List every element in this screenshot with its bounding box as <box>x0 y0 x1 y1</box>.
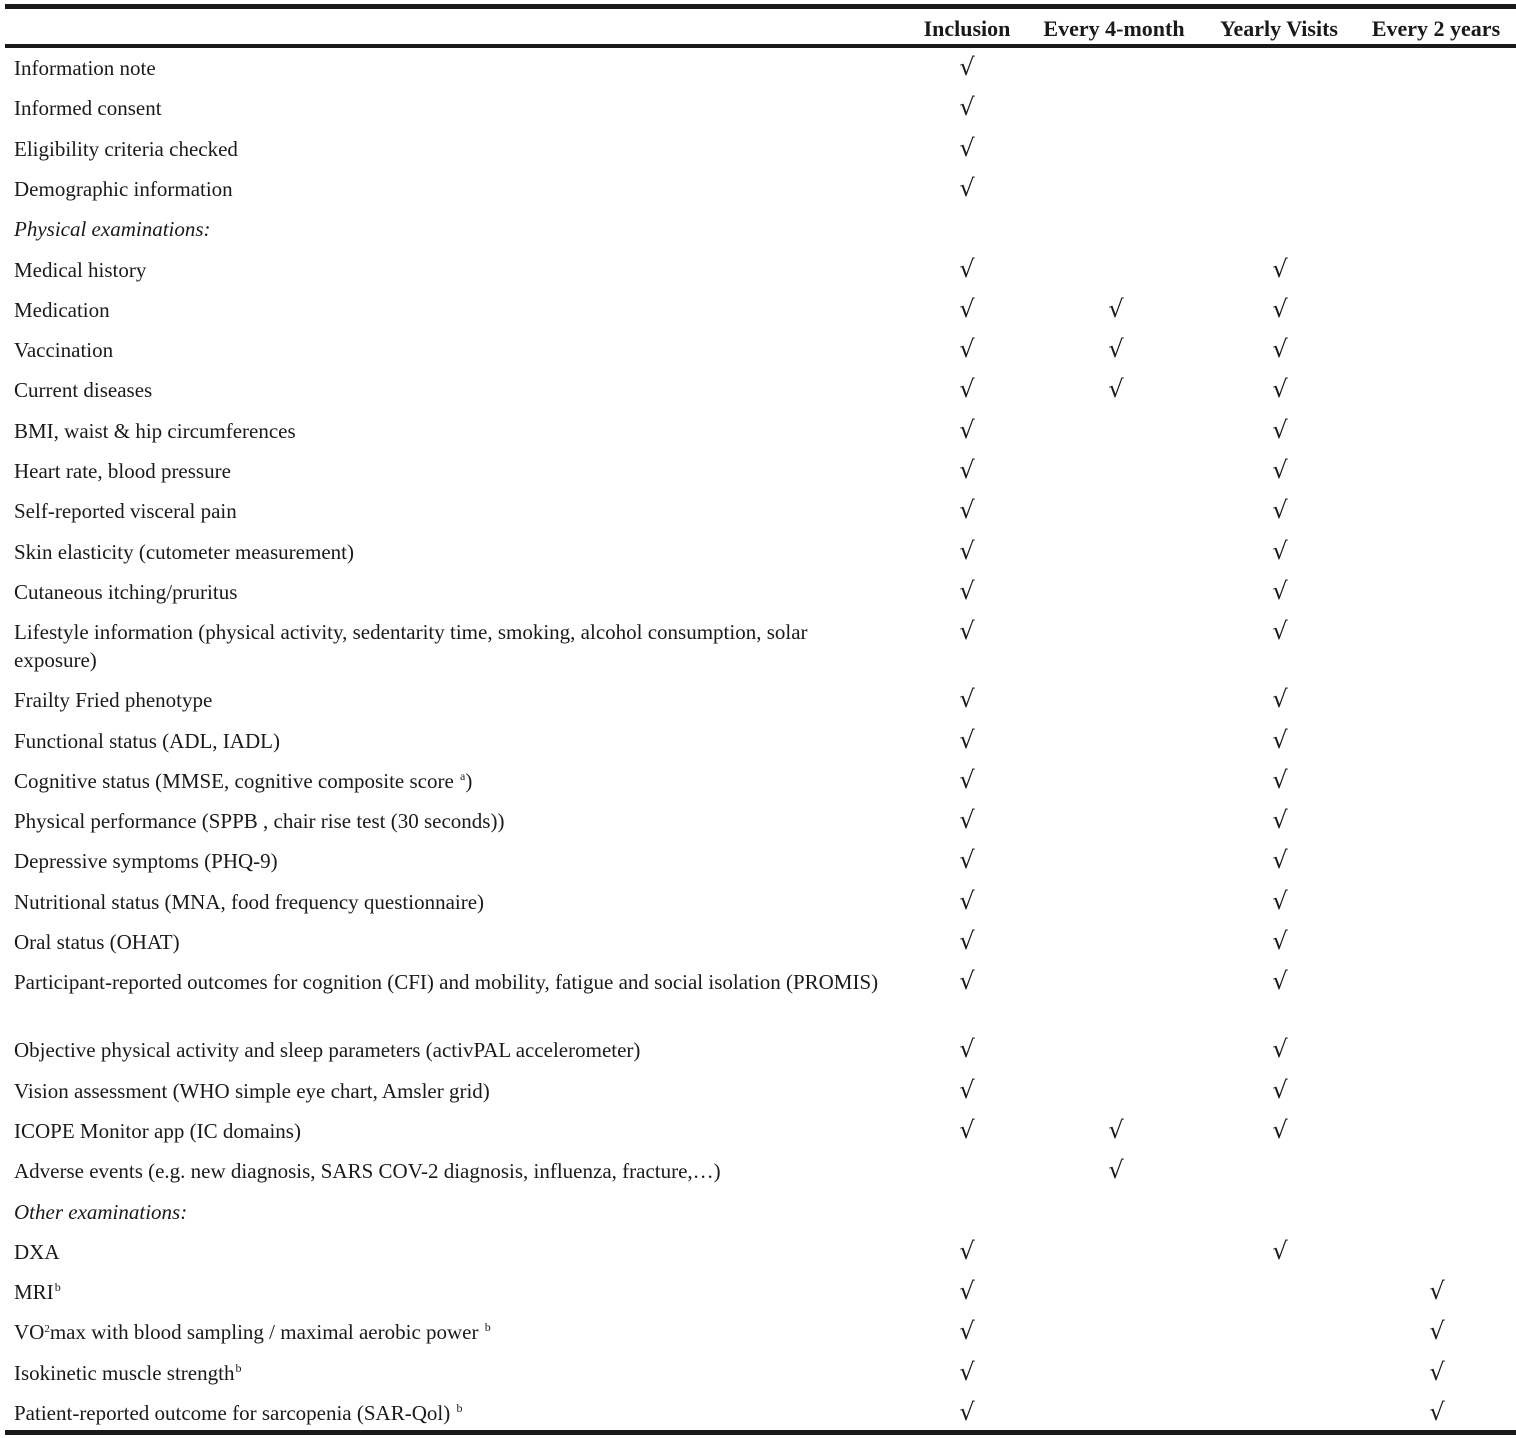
row-label <box>14 1036 894 1064</box>
row-label-text: Oral status (OHAT) <box>14 930 180 954</box>
footnote-marker: b <box>484 1320 491 1335</box>
row-label-text: Nutritional status (MNA, food frequency questionnaire) <box>14 889 485 914</box>
row-label <box>14 54 894 82</box>
check-mark: √ <box>1272 886 1288 915</box>
row-label-text: Lifestyle information (physical activity, sedentarity time, smoking, alcohol consumption, solar exposure) <box>14 620 808 673</box>
check-mark: √ <box>959 927 975 955</box>
check-mark: √ <box>959 967 975 996</box>
check-mark: √ <box>959 685 975 714</box>
check-mark: √ <box>1272 846 1288 875</box>
row-label <box>14 296 894 324</box>
check-mark: √ <box>1272 375 1288 404</box>
check-mark: √ <box>959 375 975 404</box>
check-mark: √ <box>959 133 975 162</box>
row-label-text: Physical examinations: <box>14 217 211 242</box>
check-mark: √ <box>1108 1115 1124 1144</box>
row-label-text: Participant-reported outcomes for cognition (CFI) and mobility, fatigue and social isolation (PROMIS) <box>14 970 879 995</box>
row-label-text: BMI, waist & hip circumferences <box>14 418 296 443</box>
check-mark: √ <box>1272 685 1288 714</box>
row-label-text: Cutaneous itching/pruritus <box>14 579 238 604</box>
row-label-text: Vision assessment (WHO simple eye chart, Amsler grid) <box>14 1078 490 1103</box>
check-mark: √ <box>959 617 975 646</box>
row-label <box>14 1077 894 1105</box>
row-label <box>14 457 894 485</box>
row-label-text: Self-reported visceral pain <box>14 499 237 524</box>
check-mark: √ <box>959 1075 975 1104</box>
check-mark: √ <box>1272 456 1288 484</box>
section-heading <box>14 215 894 243</box>
row-label <box>14 497 894 525</box>
check-mark: √ <box>1429 1277 1445 1306</box>
row-label <box>14 578 894 606</box>
row-label-text-cont: max with blood sampling / maximal aerobic power <box>49 1320 484 1345</box>
row-label-text: Frailty Fried phenotype <box>14 688 213 713</box>
footnote-marker: b <box>54 1280 61 1295</box>
check-mark: √ <box>1272 294 1288 323</box>
row-label-text: Objective physical activity and sleep parameters (activPAL accelerometer) <box>14 1038 641 1063</box>
check-mark: √ <box>1272 1075 1288 1104</box>
check-mark: √ <box>1108 335 1124 364</box>
row-label-text: VO <box>14 1320 45 1345</box>
row-label <box>14 767 894 798</box>
row-label-text: Other examinations: <box>14 1199 188 1224</box>
row-label-text: Informed consent <box>14 96 162 121</box>
row-label-text: MRI <box>14 1280 54 1305</box>
row-label-text: Medical history <box>14 257 147 282</box>
row-label <box>14 968 894 996</box>
col-header-every-2-years: Every 2 years <box>1371 16 1501 41</box>
row-label <box>14 727 894 755</box>
row-label-text: DXA <box>14 1239 60 1264</box>
check-mark: √ <box>959 294 975 323</box>
row-label-text: Physical performance (SPPB , chair rise test (30 seconds)) <box>14 809 505 834</box>
check-mark: √ <box>959 456 975 484</box>
row-label-text: Heart rate, blood pressure <box>14 459 231 483</box>
check-mark: √ <box>959 415 975 444</box>
check-mark: √ <box>1272 967 1288 996</box>
check-mark: √ <box>1108 1156 1124 1185</box>
row-label <box>14 686 894 714</box>
check-mark: √ <box>1272 1236 1288 1265</box>
check-mark: √ <box>1272 415 1288 444</box>
check-mark: √ <box>1272 496 1288 525</box>
check-mark: √ <box>959 93 975 122</box>
header-rule <box>5 44 1516 48</box>
check-mark: √ <box>959 536 975 565</box>
row-label-text: Cognitive status (MMSE, cognitive composite score <box>14 768 460 793</box>
col-header-every-4-month: Every 4-month <box>1043 16 1185 41</box>
section-heading <box>14 1198 894 1226</box>
check-mark: √ <box>959 1115 975 1144</box>
row-label <box>14 1278 894 1309</box>
check-mark: √ <box>1272 617 1288 646</box>
check-mark: √ <box>1272 254 1288 283</box>
row-label <box>14 538 894 566</box>
row-label <box>14 417 894 445</box>
row-label <box>14 1359 894 1390</box>
check-mark: √ <box>959 335 975 364</box>
check-mark: √ <box>959 1317 975 1346</box>
check-mark: √ <box>1429 1398 1445 1426</box>
check-mark: √ <box>959 765 975 794</box>
col-header-yearly-visits: Yearly Visits <box>1220 16 1338 41</box>
check-mark: √ <box>1429 1357 1445 1386</box>
check-mark: √ <box>1272 576 1288 605</box>
check-mark: √ <box>959 806 975 835</box>
check-mark: √ <box>1272 725 1288 754</box>
row-label-text: Vaccination <box>14 338 114 363</box>
row-label <box>14 376 894 404</box>
check-mark: √ <box>959 1035 975 1064</box>
row-label <box>14 94 894 122</box>
check-mark: √ <box>959 496 975 525</box>
row-label <box>14 847 894 875</box>
row-label-text: Isokinetic muscle strength <box>14 1360 235 1385</box>
row-label-text-cont: ) <box>465 768 473 793</box>
row-label-text: Functional status (ADL, IADL) <box>14 728 280 753</box>
row-label <box>14 135 894 163</box>
row-label-text: Current diseases <box>14 378 153 403</box>
check-mark: √ <box>1272 806 1288 835</box>
check-mark: √ <box>1272 927 1288 955</box>
footnote-marker: b <box>456 1401 463 1415</box>
row-label-text: ICOPE Monitor app (IC domains) <box>14 1118 301 1143</box>
row-label <box>14 1318 894 1350</box>
footnote-marker: a <box>460 768 466 783</box>
row-label <box>14 888 894 916</box>
check-mark: √ <box>959 1357 975 1386</box>
row-label <box>14 1238 894 1266</box>
row-label <box>14 1157 894 1185</box>
superscript: 2 <box>44 1323 50 1336</box>
top-rule <box>5 4 1516 9</box>
check-mark: √ <box>1272 765 1288 794</box>
footnote-marker: b <box>235 1360 242 1375</box>
row-label <box>14 1117 894 1145</box>
row-label-text: Eligibility criteria checked <box>14 136 238 161</box>
row-label <box>14 336 894 364</box>
check-mark: √ <box>1272 536 1288 565</box>
check-mark: √ <box>959 254 975 283</box>
row-label <box>14 1399 894 1430</box>
check-mark: √ <box>1108 375 1124 404</box>
row-label-text: Skin elasticity (cutometer measurement) <box>14 539 354 564</box>
row-label-text: Information note <box>14 56 156 80</box>
check-mark: √ <box>959 886 975 915</box>
row-label-text: Demographic information <box>14 176 233 201</box>
row-label <box>14 928 894 956</box>
check-mark: √ <box>1272 335 1288 364</box>
row-label-text: Adverse events (e.g. new diagnosis, SARS COV-2 diagnosis, influenza, fracture,…) <box>14 1159 721 1184</box>
check-mark: √ <box>959 1236 975 1265</box>
check-mark: √ <box>959 725 975 754</box>
row-label <box>14 175 894 203</box>
check-mark: √ <box>959 846 975 875</box>
bottom-rule <box>5 1430 1516 1435</box>
row-label-text: Patient-reported outcome for sarcopenia (SAR-Qol) <box>14 1401 456 1425</box>
row-label <box>14 256 894 284</box>
row-label-text: Medication <box>14 297 110 322</box>
col-header-inclusion: Inclusion <box>923 16 1011 41</box>
check-mark: √ <box>959 1398 975 1426</box>
check-mark: √ <box>1272 1115 1288 1144</box>
check-mark: √ <box>959 576 975 605</box>
check-mark: √ <box>1429 1317 1445 1346</box>
check-mark: √ <box>959 53 975 81</box>
row-label <box>14 807 894 835</box>
check-mark: √ <box>959 173 975 202</box>
check-mark: √ <box>959 1277 975 1306</box>
row-label-text: Depressive symptoms (PHQ-9) <box>14 849 278 874</box>
check-mark: √ <box>1108 294 1124 323</box>
check-mark: √ <box>1272 1035 1288 1064</box>
row-label <box>14 618 894 674</box>
